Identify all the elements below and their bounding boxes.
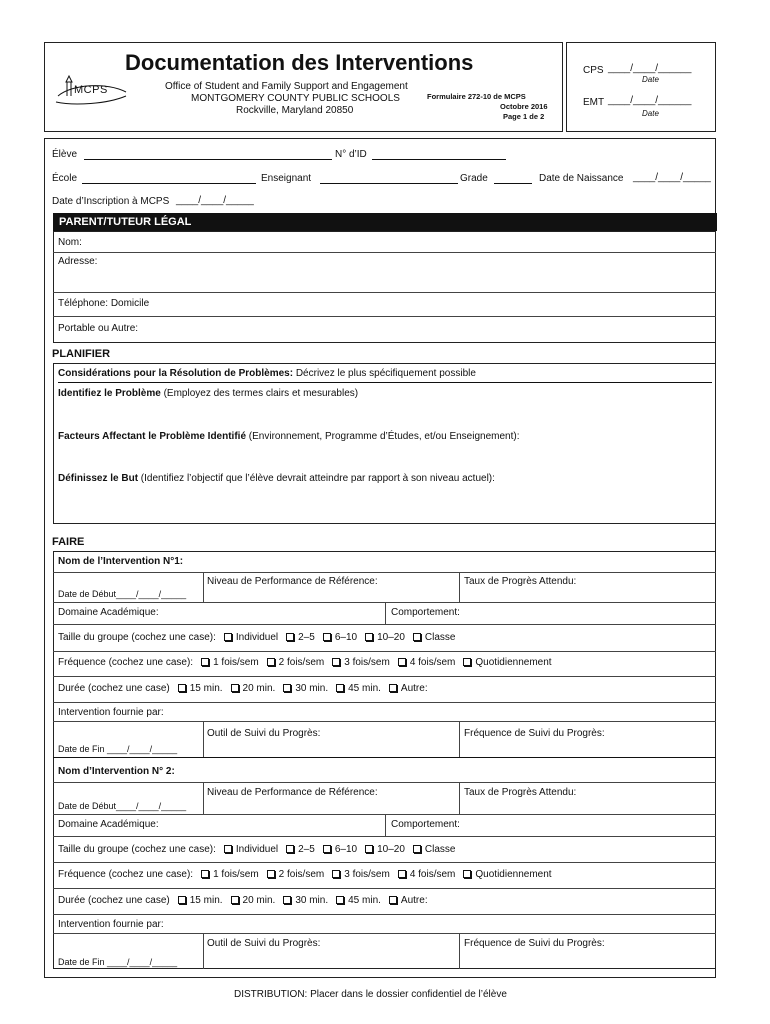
- eleve-label: Élève: [52, 149, 78, 160]
- page-number: Page 1 de 2: [503, 112, 545, 121]
- checkbox[interactable]: [178, 684, 186, 692]
- intervention-2-fournie[interactable]: Intervention fournie par:: [58, 919, 164, 930]
- checkbox[interactable]: [463, 658, 471, 666]
- checkbox[interactable]: [398, 658, 406, 666]
- checkbox[interactable]: [231, 684, 239, 692]
- logo-text: MCPS: [74, 84, 108, 96]
- distribution-note: DISTRIBUTION: Placer dans le dossier confidentiel de l’élève: [234, 989, 507, 1000]
- intervention-1-frequence: Fréquence (cochez une case): 1 fois/sem 2 fois/sem 3 fois/sem 4 fois/sem Quotidiennement: [58, 657, 552, 668]
- faire-heading: FAIRE: [52, 536, 85, 548]
- identifiez-text[interactable]: Identifiez le Problème (Employez des termes clairs et mesurables): [58, 388, 359, 399]
- emt-label: EMT: [583, 97, 605, 108]
- intervention-2-taille: Taille du groupe (cochez une case): Individuel 2–5 6–10 10–20 Classe: [58, 844, 456, 855]
- checkbox[interactable]: [286, 633, 294, 641]
- page-title: Documentation des Interventions: [125, 50, 474, 75]
- emt-date-blank[interactable]: ____/____/______: [608, 95, 692, 106]
- checkbox[interactable]: [283, 684, 291, 692]
- planifier-heading: PLANIFIER: [52, 348, 111, 360]
- intervention-2-taux[interactable]: Taux de Progrès Attendu:: [464, 787, 577, 798]
- mcps-logo: [52, 74, 130, 108]
- intervention-2-niveau[interactable]: Niveau de Performance de Référence:: [207, 787, 378, 798]
- intervention-1-fournie[interactable]: Intervention fournie par:: [58, 707, 164, 718]
- checkbox[interactable]: [323, 845, 331, 853]
- checkbox[interactable]: [365, 845, 373, 853]
- ecole-field[interactable]: [82, 175, 256, 184]
- intervention-2-date-fin[interactable]: Date de Fin ____/____/_____: [58, 957, 178, 967]
- grade-field[interactable]: [494, 175, 532, 184]
- checkbox[interactable]: [365, 633, 373, 641]
- intervention-2-comportement[interactable]: Comportement:: [391, 819, 460, 830]
- checkbox[interactable]: [224, 845, 232, 853]
- cps-emt-box: [566, 42, 716, 132]
- checkbox[interactable]: [413, 633, 421, 641]
- emt-date-caption: Date: [642, 109, 659, 118]
- parent-portable-label[interactable]: Portable ou Autre:: [58, 323, 139, 334]
- grade-label: Grade: [460, 173, 488, 184]
- intervention-1-comportement[interactable]: Comportement:: [391, 607, 460, 618]
- checkbox[interactable]: [178, 896, 186, 904]
- checkbox[interactable]: [332, 870, 340, 878]
- checkbox[interactable]: [286, 845, 294, 853]
- checkbox[interactable]: [398, 870, 406, 878]
- inscription-label: Date d’Inscription à MCPS: [52, 196, 170, 207]
- intervention-1-taux[interactable]: Taux de Progrès Attendu:: [464, 576, 577, 587]
- intervention-2-frequence: Fréquence (cochez une case): 1 fois/sem 2 fois/sem 3 fois/sem 4 fois/sem Quotidiennement: [58, 869, 552, 880]
- parent-adresse-label[interactable]: Adresse:: [58, 256, 98, 267]
- cps-label: CPS: [583, 65, 604, 76]
- cps-date-caption: Date: [642, 75, 659, 84]
- parent-heading: PARENT/TUTEUR LÉGAL: [53, 213, 717, 231]
- checkbox[interactable]: [463, 870, 471, 878]
- considerations-text: Considérations pour la Résolution de Problèmes: Décrivez le plus spécifiquement possible: [58, 368, 476, 379]
- office-name: Office of Student and Family Support and Engagement: [165, 81, 408, 92]
- naissance-field[interactable]: ____/____/_____: [633, 172, 711, 183]
- intervention-1-duree: Durée (cochez une case) 15 min. 20 min. 30 min. 45 min. Autre:: [58, 683, 428, 694]
- intervention-1-date-debut[interactable]: Date de Début____/____/_____: [58, 589, 187, 599]
- cps-date-blank[interactable]: ____/____/______: [608, 63, 692, 74]
- district-city: Rockville, Maryland 20850: [236, 105, 354, 116]
- intervention-1-title: Nom de l’Intervention N°1:: [58, 556, 184, 567]
- checkbox[interactable]: [283, 896, 291, 904]
- checkbox[interactable]: [224, 633, 232, 641]
- parent-telephone-label[interactable]: Téléphone: Domicile: [58, 298, 150, 309]
- inscription-field[interactable]: ____/____/_____: [176, 195, 254, 206]
- enseignant-label: Enseignant: [261, 173, 312, 184]
- checkbox[interactable]: [336, 896, 344, 904]
- intervention-1-date-fin[interactable]: Date de Fin ____/____/_____: [58, 744, 178, 754]
- intervention-2-title: Nom d’Intervention N° 2:: [58, 766, 175, 777]
- checkbox[interactable]: [413, 845, 421, 853]
- intervention-2-domaine[interactable]: Domaine Académique:: [58, 819, 159, 830]
- eleve-field[interactable]: [84, 151, 332, 160]
- intervention-1-freq-suivi[interactable]: Fréquence de Suivi du Progrès:: [464, 728, 605, 739]
- district-name: MONTGOMERY COUNTY PUBLIC SCHOOLS: [191, 93, 400, 104]
- intervention-2-outil[interactable]: Outil de Suivi du Progrès:: [207, 938, 321, 949]
- checkbox[interactable]: [389, 896, 397, 904]
- checkbox[interactable]: [332, 658, 340, 666]
- checkbox[interactable]: [389, 684, 397, 692]
- checkbox[interactable]: [267, 870, 275, 878]
- ecole-label: École: [52, 173, 78, 184]
- intervention-2-date-debut[interactable]: Date de Début____/____/_____: [58, 801, 187, 811]
- form-date: Octobre 2016: [500, 102, 548, 111]
- intervention-1-taille: Taille du groupe (cochez une case): Individuel 2–5 6–10 10–20 Classe: [58, 632, 456, 643]
- checkbox[interactable]: [267, 658, 275, 666]
- checkbox[interactable]: [336, 684, 344, 692]
- but-text[interactable]: Définissez le But (Identifiez l’objectif que l’élève devrait atteindre par rapport à son niveau actuel):: [58, 473, 495, 484]
- intervention-1-niveau[interactable]: Niveau de Performance de Référence:: [207, 576, 378, 587]
- checkbox[interactable]: [201, 658, 209, 666]
- intervention-1-outil[interactable]: Outil de Suivi du Progrès:: [207, 728, 321, 739]
- naissance-label: Date de Naissance: [539, 173, 624, 184]
- checkbox[interactable]: [323, 633, 331, 641]
- parent-nom-label[interactable]: Nom:: [58, 237, 82, 248]
- intervention-1-domaine[interactable]: Domaine Académique:: [58, 607, 159, 618]
- enseignant-field[interactable]: [320, 175, 458, 184]
- checkbox[interactable]: [231, 896, 239, 904]
- id-label: N° d’ID: [335, 149, 367, 160]
- parent-box: [53, 231, 716, 343]
- intervention-2-freq-suivi[interactable]: Fréquence de Suivi du Progrès:: [464, 938, 605, 949]
- intervention-2-duree: Durée (cochez une case) 15 min. 20 min. 30 min. 45 min. Autre:: [58, 895, 428, 906]
- form-number: Formulaire 272-10 de MCPS: [427, 92, 526, 101]
- id-field[interactable]: [372, 151, 506, 160]
- checkbox[interactable]: [201, 870, 209, 878]
- facteurs-text[interactable]: Facteurs Affectant le Problème Identifié (Environnement, Programme d’Études, et/ou Enseignement):: [58, 431, 520, 442]
